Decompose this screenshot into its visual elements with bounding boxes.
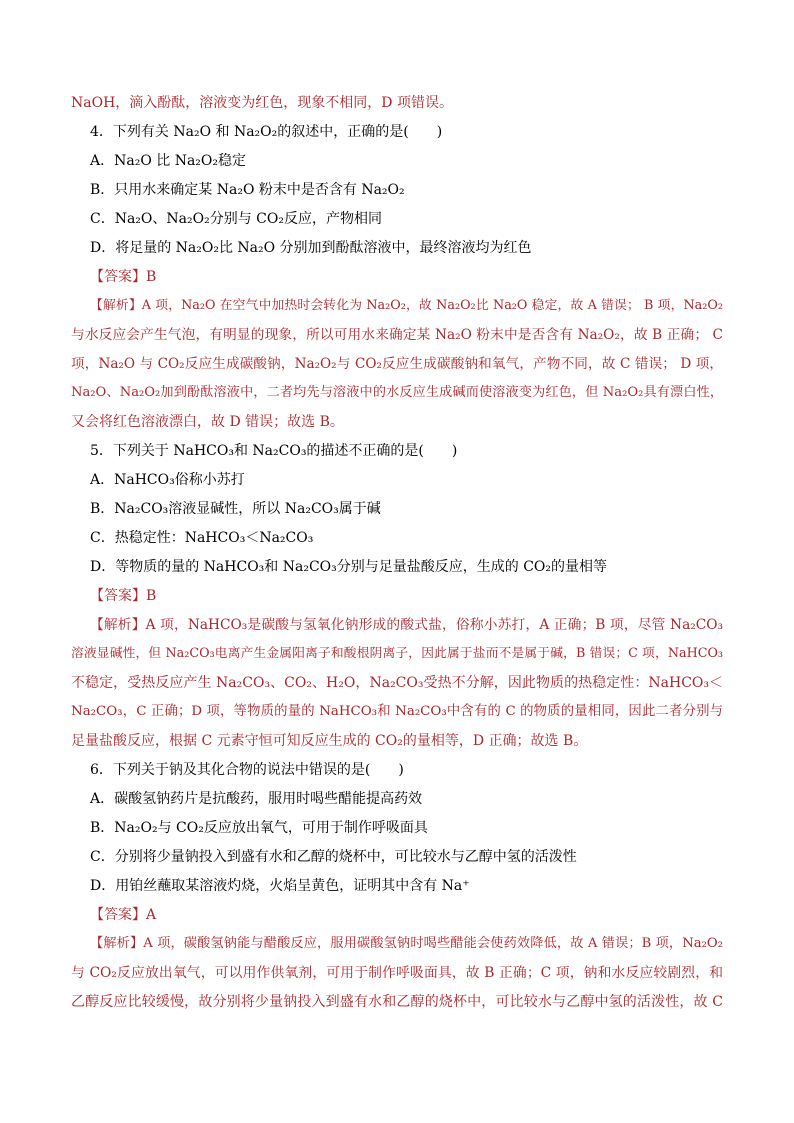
q5-answer: 【答案】B <box>90 588 157 604</box>
q4-option-a: A．Na₂O 比 Na₂O₂稳定 <box>90 153 246 169</box>
q5-stem: 5．下列关于 NaHCO₃和 Na₂CO₃的描述不正确的是( ) <box>90 443 458 459</box>
q5-analysis-line: 【解析】A 项，NaHCO₃是碳酸与氢氧化钠形成的酸式盐，俗称小苏打，A 正确；B 项，尽管 Na₂CO₃ <box>90 617 723 633</box>
q5-option-c: C．热稳定性：NaHCO₃＜Na₂CO₃ <box>90 530 314 546</box>
q4-analysis-line: 与水反应会产生气泡，有明显的现象，所以可用水来确定某 Na₂O 粉末中是否含有 Na₂O₂，故 B 正确； C <box>71 327 723 343</box>
q4-option-c: C．Na₂O、Na₂O₂分别与 CO₂反应，产物相同 <box>90 211 382 227</box>
q5-option-a: A．NaHCO₃俗称小苏打 <box>90 472 245 488</box>
q6-option-b: B．Na₂O₂与 CO₂反应放出氧气，可用于制作呼吸面具 <box>90 820 428 836</box>
q6-option-a: A．碳酸氢钠药片是抗酸药，服用时喝些醋能提高药效 <box>90 791 423 807</box>
q4-analysis-line: 项，Na₂O 与 CO₂反应生成碳酸钠，Na₂O₂与 CO₂反应生成碳酸钠和氧气，产物不同，故 C 错误； D 项， <box>71 356 723 372</box>
q5-analysis-line: 溶液显碱性，但 Na₂CO₃电离产生金属阳离子和酸根阴离子，因此属于盐而不是属于碱，B 错误；C 项，NaHCO₃ <box>71 646 723 661</box>
q6-option-c: C．分别将少量钠投入到盛有水和乙醇的烧杯中，可比较水与乙醇中氢的活泼性 <box>90 849 577 865</box>
q4-analysis-line: 又会将红色溶液漂白，故 D 错误；故选 B。 <box>71 414 344 430</box>
q5-option-b: B．Na₂CO₃溶液显碱性，所以 Na₂CO₃属于碱 <box>90 501 381 517</box>
q6-stem: 6．下列关于钠及其化合物的说法中错误的是( ) <box>90 762 404 778</box>
q4-option-d: D．将足量的 Na₂O₂比 Na₂O 分别加到酚酞溶液中，最终溶液均为红色 <box>90 240 532 256</box>
q4-analysis-line: Na₂O、Na₂O₂加到酚酞溶液中，二者均先与溶液中的水反应生成碱而使溶液变为红色，但 Na₂O₂具有漂白性， <box>71 385 723 400</box>
q6-analysis-line: 与 CO₂反应放出氧气，可以用作供氧剂，可用于制作呼吸面具，故 B 正确；C 项，钠和水反应较剧烈，和 <box>71 965 723 981</box>
q6-analysis-line: 乙醇反应比较缓慢，故分别将少量钠投入到盛有水和乙醇的烧杯中，可比较水与乙醇中氢的活泼性，故 C <box>71 994 723 1010</box>
q5-analysis-line: 足量盐酸反应，根据 C 元素守恒可知反应生成的 CO₂的量相等，D 正确；故选 B。 <box>71 733 588 749</box>
q6-option-d: D．用铂丝蘸取某溶液灼烧，火焰呈黄色，证明其中含有 Na⁺ <box>90 878 470 894</box>
document-page <box>71 92 723 1020</box>
q4-option-b: B．只用水来确定某 Na₂O 粉末中是否含有 Na₂O₂ <box>90 182 405 198</box>
q6-answer: 【答案】A <box>90 907 157 923</box>
q4-analysis-line: 【解析】A 项，Na₂O 在空气中加热时会转化为 Na₂O₂，故 Na₂O₂比 Na₂O 稳定，故 A 错误； B 项，Na₂O₂ <box>90 298 723 313</box>
q5-analysis-line: Na₂CO₃，C 正确；D 项，等物质的量的 NaHCO₃和 Na₂CO₃中含有的 C 的物质的量相同，因此二者分别与 <box>71 704 723 719</box>
q5-option-d: D．等物质的量的 NaHCO₃和 Na₂CO₃分别与足量盐酸反应，生成的 CO₂的量相等 <box>90 559 607 575</box>
continued-analysis-line: NaOH，滴入酚酞，溶液变为红色，现象不相同，D 项错误。 <box>71 95 453 111</box>
q4-answer: 【答案】B <box>90 269 157 285</box>
q6-analysis-line: 【解析】A 项，碳酸氢钠能与醋酸反应，服用碳酸氢钠时喝些醋能会使药效降低，故 A 错误；B 项，Na₂O₂ <box>90 936 723 951</box>
q4-stem: 4．下列有关 Na₂O 和 Na₂O₂的叙述中，正确的是( ) <box>90 124 443 140</box>
q5-analysis-line: 不稳定，受热反应产生 Na₂CO₃、CO₂、H₂O，Na₂CO₃受热不分解，因此物质的热稳定性：NaHCO₃＜ <box>71 675 723 691</box>
